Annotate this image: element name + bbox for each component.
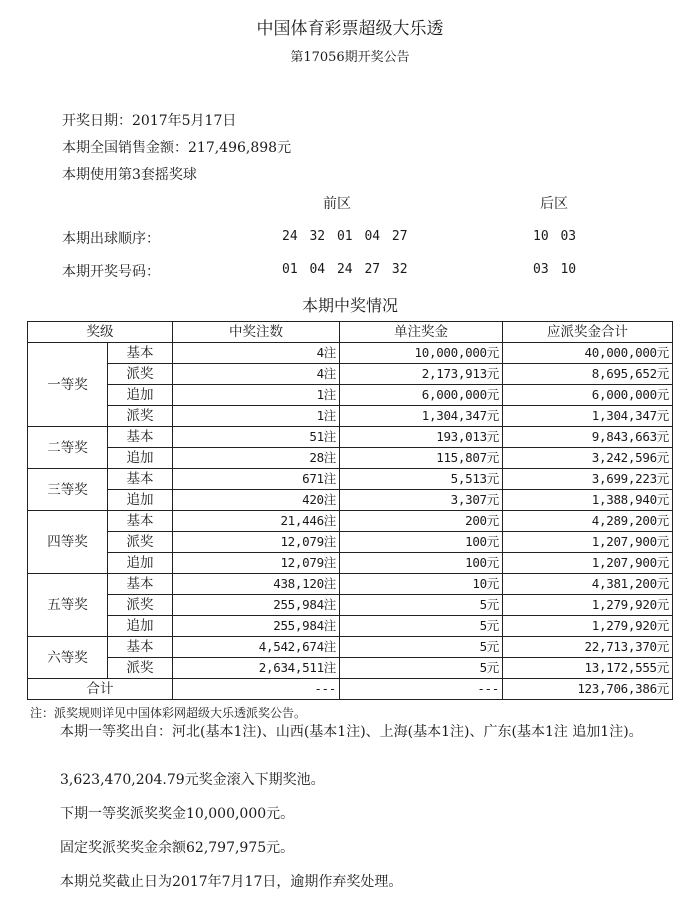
draw-order-front: 24 32 01 04 27 [282,229,408,244]
winner-count: 4注 [173,343,340,364]
prize-type: 追加 [108,448,173,469]
single-prize: 200元 [340,511,503,532]
winning-number-back: 03 10 [533,262,577,277]
front-zone-label: 前区 [323,196,351,212]
table-row [28,595,673,616]
table-row [28,616,673,637]
draw-order-back: 10 03 [533,229,577,244]
total-prize: 4,381,200元 [503,574,673,595]
prize-level: 二等奖 [28,427,108,469]
total-count: --- [173,679,340,700]
single-prize: 193,013元 [340,427,503,448]
rollover-text: 3,623,470,204.79元奖金滚入下期奖池。 [60,772,325,788]
prize-table [27,321,673,700]
total-prize: 6,000,000元 [503,385,673,406]
total-prize: 9,843,663元 [503,427,673,448]
prize-type: 派奖 [108,595,173,616]
issue-subtitle: 第17056期开奖公告 [290,50,410,65]
single-prize: 10元 [340,574,503,595]
first-prize-winners: 本期一等奖出自：河北(基本1注)、山西(基本1注)、上海(基本1注)、广东(基本1注 追加1注)。 [60,724,643,740]
single-prize: 3,307元 [340,490,503,511]
sales-amount: 本期全国销售金额：217,496,898元 [62,140,292,156]
winner-count: 1注 [173,406,340,427]
total-row [28,679,673,700]
single-prize: 5元 [340,616,503,637]
single-prize: 115,807元 [340,448,503,469]
table-row [28,574,673,595]
single-prize: 5元 [340,595,503,616]
winner-count: 28注 [173,448,340,469]
header-count: 中奖注数 [173,322,340,343]
total-prize: 1,279,920元 [503,616,673,637]
prize-table-title: 本期中奖情况 [301,296,398,315]
prize-type: 派奖 [108,532,173,553]
prize-type: 追加 [108,490,173,511]
table-row [28,658,673,679]
prize-level: 六等奖 [28,637,108,679]
winning-number-front: 01 04 24 27 32 [282,262,408,277]
table-row [28,406,673,427]
footnote: 注：派奖规则详见中国体彩网超级大乐透派奖公告。 [30,706,307,720]
winner-count: 671注 [173,469,340,490]
single-prize: 1,304,347元 [340,406,503,427]
back-zone-label: 后区 [540,196,568,212]
single-prize: 100元 [340,532,503,553]
table-row [28,448,673,469]
next-bonus-text: 下期一等奖派奖奖金10,000,000元。 [60,806,295,822]
winner-count: 1注 [173,385,340,406]
table-row [28,385,673,406]
prize-type: 追加 [108,553,173,574]
single-prize: 2,173,913元 [340,364,503,385]
prize-type: 追加 [108,385,173,406]
total-prize: 3,699,223元 [503,469,673,490]
winner-count: 420注 [173,490,340,511]
table-row [28,553,673,574]
draw-date: 开奖日期：2017年5月17日 [62,113,237,129]
total-prize: 40,000,000元 [503,343,673,364]
total-prize: 8,695,652元 [503,364,673,385]
total-prize: 1,388,940元 [503,490,673,511]
table-row [28,469,673,490]
ball-set: 本期使用第3套摇奖球 [62,167,197,183]
table-header-row [28,322,673,343]
prize-type: 基本 [108,343,173,364]
prize-level: 一等奖 [28,343,108,427]
total-prize: 3,242,596元 [503,448,673,469]
prize-level: 五等奖 [28,574,108,637]
prize-type: 派奖 [108,364,173,385]
table-row [28,511,673,532]
winner-count: 12,079注 [173,553,340,574]
page-title: 中国体育彩票超级大乐透 [256,19,444,39]
total-prize: 1,207,900元 [503,553,673,574]
table-row [28,364,673,385]
total-prize: 1,279,920元 [503,595,673,616]
total-single: --- [340,679,503,700]
prize-type: 基本 [108,574,173,595]
total-prize: 1,207,900元 [503,532,673,553]
single-prize: 5元 [340,637,503,658]
table-row [28,427,673,448]
prize-type: 派奖 [108,658,173,679]
prize-table-body [28,343,673,679]
total-label: 合计 [28,679,173,700]
winner-count: 438,120注 [173,574,340,595]
prize-type: 基本 [108,511,173,532]
winner-count: 255,984注 [173,616,340,637]
winner-count: 51注 [173,427,340,448]
header-single: 单注奖金 [340,322,503,343]
header-level: 奖级 [28,322,173,343]
table-row [28,532,673,553]
single-prize: 100元 [340,553,503,574]
single-prize: 5,513元 [340,469,503,490]
table-row [28,637,673,658]
table-row [28,490,673,511]
winning-number-label: 本期开奖号码： [62,264,160,280]
total-prize: 1,304,347元 [503,406,673,427]
draw-order-label: 本期出球顺序： [62,231,160,247]
prize-type: 基本 [108,469,173,490]
winner-count: 4注 [173,364,340,385]
prize-type: 基本 [108,637,173,658]
winner-count: 4,542,674注 [173,637,340,658]
deadline-text: 本期兑奖截止日为2017年7月17日，逾期作弃奖处理。 [60,874,403,890]
total-prize: 22,713,370元 [503,637,673,658]
winner-count: 21,446注 [173,511,340,532]
prize-level: 三等奖 [28,469,108,511]
winner-count: 12,079注 [173,532,340,553]
single-prize: 5元 [340,658,503,679]
prize-level: 四等奖 [28,511,108,574]
prize-type: 基本 [108,427,173,448]
prize-type: 追加 [108,616,173,637]
winner-count: 255,984注 [173,595,340,616]
total-amount: 123,706,386元 [503,679,673,700]
prize-type: 派奖 [108,406,173,427]
total-prize: 4,289,200元 [503,511,673,532]
single-prize: 10,000,000元 [340,343,503,364]
table-row [28,343,673,364]
winner-count: 2,634,511注 [173,658,340,679]
single-prize: 6,000,000元 [340,385,503,406]
header-total: 应派奖金合计 [503,322,673,343]
fixed-balance-text: 固定奖派奖奖金余额62,797,975元。 [60,840,295,856]
total-prize: 13,172,555元 [503,658,673,679]
